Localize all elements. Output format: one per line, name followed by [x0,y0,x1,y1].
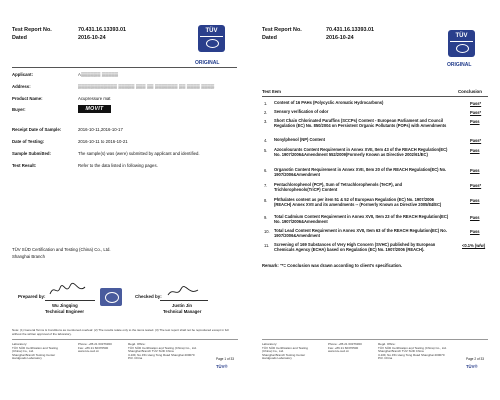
testing-label: Date of Testing: [12,139,45,144]
footer-lab: Laboratory: TÜV SÜD Certification and Testing (China) Co., Ltd. Shanghai Branch Testing Center Hardgoods Laboratory [12,342,58,361]
conclusion-value: Pass [470,215,480,220]
table-row: Sensory verification of odor [274,109,329,114]
remark: Remark: "*= Conclusion was drawn according to client's specification. [262,263,403,268]
prepared-label: Prepared by: [18,294,46,299]
product-value: Acupressure mat [78,96,111,101]
conclusion-value: Pass [470,168,480,173]
lab-name: TÜV SÜD Certification and Testing (China) Co., Ltd. [12,247,111,252]
page-number: Page 1 of 33 [216,357,235,361]
table-row: Organotin Content Requirement in Annex XVII, Item 20 of the REACH Regulation(EC) No. 1907/2006&Amendment [274,167,447,177]
original-stamp: ORIGINAL [195,60,220,66]
report-page-2: Test Report No. 70.431.16.13393.01 Dated 2016-10-24 TÜV ORIGINAL Test Item Conclusion 1. Content of 16 PAHs (Polycyclic Aromatic Hydrocarbons) Pass* 2. Sensory verification of odor Pass* 3. Short Chain Chlorinated Paraffins (SCCPs) Content - European Parliament and Council Regulation (EC) No. 850/2004 on Persistent Organic Pollutants (POPs) with Amendments Pass 4. Nonylphenol (NP) Content Pass* 5. Azocolourants Content Requirement in Annex XVII, Item 43 of the REACH Regulation(EC) No. 1907/2006&Amendment 552/2009(Formerly Known as Directive 2002/61/EC) Pass 6. Organotin Content Requirement in Annex XVII, Item 20 of the REACH Regulation(EC) No. 1907/2006&Amendment Pass 7. Pentachlorophenol (PCP), Sum of Tetrachlorophenols (TeCP), and Trichlorophenols(TriCP) Content Pass* 8. Phthalates content as per item 51 & 52 of European Regulation (EC) No. 1907/2006 (REACH) Annex XVII and its amendments -- (Formerly Known as Directive 2005/84/EC) Pass 9. Total Cadmium Content Requirement in Annex XVII, Item 23 of the REACH Regulation(EC) No. 1907/2006&Amendment Pass 10. Total Lead Content Requirement in Annex XVII, Item 63 of the REACH Regulation(EC) No. 1907/2006&Amendment Pass 11. Screening of 169 Substances of Very High Concern (SVHC) published by European Chemicals Agency (ECHA) based on Regulation (EC) No. 1907/2006 (REACH). <0.1% (w/w) Remark: "*= Conclusion was drawn according to client's specification. Laboratory: TÜV SÜD Certification and Testing (China) Co., Ltd. Shanghai Branch Testing Center Hardgoods Laboratory Phone: +86 21 60376300 Fax: +86 21 60376500 www.tuv-sud.cn Regd. Office: TÜV SÜD Certification and Testing (China) Co., Ltd. Shanghai Branch TÜV SÜD China 3-10F, No.151 Heng Tong Road Shanghai 200070 P.R. China Page 2 of 33 TÜV® [250,0,500,400]
table-row: Azocolourants Content Requirement in Annex XVII, Item 43 of the REACH Regulation(EC) No. 1907/2006&Amendment 552/2009(Formerly Known as Directive 2002/61/EC) [274,147,448,157]
product-label: Product Name: [12,96,43,101]
table-row: Phthalates content as per item 51 & 52 of European Regulation (EC) No. 1907/2006 (REACH) Annex XVII and its amendments -- (Formerly Known as Directive 2005/84/EC) [274,197,442,207]
dated: 2016-10-24 [78,35,106,41]
dated-label: Dated [262,35,277,41]
checked-name: Justin Jin [172,303,193,308]
applicant-label: Applicant: [12,72,34,77]
tuv-seal-icon [100,288,122,306]
prepared-title: Technical Engineer [45,309,85,314]
legal-note: Note: (1) General Terms & Conditions as mentioned overleaf. (2) The results relate only to the items tested. (3) The test report shall not be reproduced except in full without the written approval of the laboratory. [12,328,229,336]
table-row: Pentachlorophenol (PCP), Sum of Tetrachlorophenols (TeCP), and Trichlorophenols(TriCP) Content [274,182,403,192]
report-no: 70.431.16.13393.01 [326,27,374,33]
buyer-logo: MOVIT [78,105,111,113]
receipt-label: Receipt Date of Sample: [12,127,62,132]
submitted-value: The sample(s) was (were) submitted by applicant and identified. [78,151,200,156]
conclusion-value: Pass [470,229,480,234]
checked-signature [165,284,201,299]
conclusion-value: Pass* [470,101,482,106]
lab-city: Shanghai Branch [12,254,45,259]
tuv-mark-icon: TÜV® [216,364,228,369]
footer-office: Regd. Office: TÜV SÜD Certification and Testing (China) Co., Ltd. Shanghai Branch TÜV SÜD China 3-10F, No.151 Heng Tong Road Shanghai 200070 P.R. China [128,342,197,361]
footer-contact: Phone: +86 21 60376300 Fax: +86 21 60376500 www.tuv-sud.cn [78,342,112,354]
tuv-logo-icon: TÜV [198,25,225,52]
prepared-name: Wu Jingqing [52,303,78,308]
prepared-signature [48,282,88,298]
testing-value: 2016-10-11 to 2016-10-21 [78,139,128,144]
receipt-value: 2016-10-11,2016-10-17 [78,127,123,132]
checked-label: Checked by: [135,294,162,299]
page-number: Page 2 of 33 [466,357,485,361]
conclusion-value: Pass* [470,183,482,188]
footer-contact: Phone: +86 21 60376300 Fax: +86 21 60376500 www.tuv-sud.cn [328,342,362,354]
report-no: 70.431.16.13393.01 [78,27,126,33]
conclusion-value: Pass [470,198,480,203]
address-label: Address: [12,84,31,89]
report-no-label: Test Report No. [12,27,52,33]
table-row: Total Lead Content Requirement in Annex XVII, Item 63 of the REACH Regulation(EC) No. 1907/2006&Amendment [274,228,447,238]
conclusion-value: Pass* [470,138,482,143]
conclusion-value: Pass [470,148,480,153]
footer-office: Regd. Office: TÜV SÜD Certification and Testing (China) Co., Ltd. Shanghai Branch TÜV SÜD China 3-10F, No.151 Heng Tong Road Shanghai 200070 P.R. China [378,342,447,361]
address-value: ▒▒▒▒▒▒▒▒▒▒▒▒ ▒▒▒▒▒ ▒▒▒ ▒▒ ▒▒▒▒▒▒▒ ▒▒ ▒▒▒▒ ▒▒▒▒ [78,84,215,89]
result-value: Refer to the data listed in following pages. [78,163,158,168]
submitted-label: Sample Submitted: [12,151,51,156]
table-row: Total Cadmium Content Requirement in Annex XVII, Item 23 of the REACH Regulation(EC) No. 1907/2006&Amendment [274,214,449,224]
tuv-logo-icon: TÜV [448,30,475,57]
header-divider [12,67,237,68]
checked-title: Technical Manager [163,309,202,314]
conclusion-value: <0.1% (w/w) [462,243,486,248]
result-label: Test Result: [12,163,37,168]
conclusion-header: Conclusion [458,89,482,94]
conclusion-value: Pass [470,119,480,124]
dated: 2016-10-24 [326,35,354,41]
test-item-header: Test Item [262,89,281,94]
original-stamp: ORIGINAL [447,62,472,68]
tuv-mark-icon: TÜV® [466,364,478,369]
buyer-label: Buyer: [12,107,26,112]
applicant-value: A▒▒▒▒▒▒ ▒▒▒▒▒ [78,72,119,77]
table-row: Content of 16 PAHs (Polycyclic Aromatic Hydrocarbons) [274,100,384,105]
table-row: Nonylphenol (NP) Content [274,137,325,142]
table-row: Screening of 169 Substances of Very High Concern (SVHC) published by European Chemicals Agency (ECHA) based on Regulation (EC) No. 1907/2006 (REACH). [274,242,436,252]
dated-label: Dated [12,35,27,41]
conclusion-value: Pass* [470,110,482,115]
report-no-label: Test Report No. [262,27,302,33]
footer-lab: Laboratory: TÜV SÜD Certification and Testing (China) Co., Ltd. Shanghai Branch Testing Center Hardgoods Laboratory [262,342,308,361]
table-row: Short Chain Chlorinated Paraffins (SCCPs) Content - European Parliament and Council Regulation (EC) No. 850/2004 on Persistent Organic Pollutants (POPs) with Amendments [274,118,447,128]
